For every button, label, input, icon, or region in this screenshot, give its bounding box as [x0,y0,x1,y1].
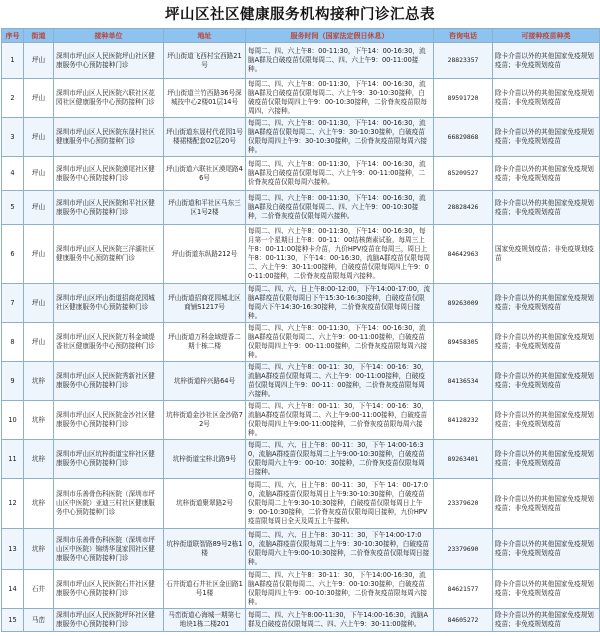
row-address-text: 石井街道石井社区金田路1号1楼 [166,580,243,597]
row-address [164,191,246,225]
row-vaccine-types [493,479,600,529]
row-street-text: 坪山 [31,169,46,177]
header-index: 序号 [2,29,24,43]
table-row [2,570,600,609]
row-address [164,529,246,570]
row-street-text: 坪山 [31,249,46,258]
row-index [2,284,24,323]
row-service-time-text: 每周二、四、六上午8：00-11：30，下午14：00-16：30，流脑A群疫苗仅限每周二、六上午9:00-11:00接种，白破疫苗仅限每周四上午9:00-11:00接种，二价脊灰疫苗限每周六接种。 [248,402,428,437]
row-index-text: 10 [8,415,17,424]
row-vaccine-types-text: 国家免疫规划疫苗；非免疫规划疫苗 [495,245,594,262]
header-service-time: 服务时间（国家法定假日休息） [246,29,434,43]
row-unit-name [54,191,164,225]
row-address [164,323,246,362]
row-street-text: 石井 [31,584,46,593]
row-address-text: 马峦街道心海城一期第七地块1栋二楼201 [168,611,241,628]
row-vaccine-types-text: 除卡介苗以外的其他国家免疫规划疫苗；非免疫规划疫苗 [495,164,594,182]
row-service-time [246,362,434,401]
clinic-table [1,28,600,632]
row-index-text: 5 [10,203,15,211]
row-service-time-text: 每周二、四、六上午8：00-11:30，下午14：00-16:30，流脑A群及白破疫苗仅限每周二、六上午9：30-10:30接种，白破疫苗仅限每周四上午9：00-10:30接种，二价脊灰疫苗限每周四、六接种。 [248,80,428,115]
row-service-time-text: 每周二、四、六上午8：00-11:30，下午14：00-16:30，流脑A群疫苗仅限每周二、六上午9：00-11:00接种，白破疫苗仅限每周四上午9：00-11:00接种，二价脊灰疫苗限每周六接种。 [248,324,428,359]
row-unit-name-text: 深圳市坪山区人民医院坪山社区健康服务中心预防接种门诊 [56,51,155,69]
row-street-text: 坪山 [31,132,46,141]
row-street-text: 坑梓 [31,415,46,424]
row-vaccine-types [493,323,600,362]
row-unit-name-text: 深圳市坪山区人民医院秀新社区健康服务中心预防接种门诊 [56,372,155,389]
table-row [2,225,600,284]
row-phone [434,529,493,570]
row-address-text: 坪山街道兰竹西路36号深城技中心2楼01层14号 [167,89,242,106]
row-street [24,401,54,440]
header-street: 街道 [24,29,54,43]
row-unit-name [54,323,164,362]
row-vaccine-types [493,157,600,191]
row-vaccine-types-text: 除卡介苗以外的其他国家免疫规划疫苗；非免疫规划疫苗 [495,611,594,628]
row-service-time-text: 每周二、四、六、日上午8：30-11：30，下午14:00-17:00，流脑A群疫苗仅限每周二上午9：30-10:30接种，白破疫苗仅限每周六上午9:00-10:30接种，二价脊灰疫苗仅限每周日接种。 [248,531,430,566]
row-address [164,43,246,79]
row-street-text: 坑梓 [31,454,46,463]
header-vaccine-types: 可接种疫苗种类 [493,29,600,43]
row-vaccine-types [493,570,600,609]
row-vaccine-types [493,43,600,79]
row-phone-text: 84128232 [447,415,479,424]
row-unit-name-text: 深圳市坪山区人民医院东晟村社区健康服务中心预防接种门诊 [56,128,155,145]
row-phone-text: 89458305 [447,337,479,346]
table-row [2,118,600,157]
row-vaccine-types [493,191,600,225]
row-vaccine-types-text: 除卡介苗以外的其他国家免疫规划疫苗；非免疫规划疫苗 [495,411,594,428]
row-street-text: 坪山 [31,93,46,102]
row-vaccine-types [493,401,600,440]
row-index-text: 2 [10,93,15,102]
row-street [24,570,54,609]
row-service-time [246,323,434,362]
row-index-text: 8 [10,337,15,346]
row-service-time [246,43,434,79]
row-phone [434,157,493,191]
row-unit-name-text: 深圳市坪山区人民医院万科金域缇香社区健康服务中心预防接种门诊 [56,333,155,350]
row-phone [434,570,493,609]
table-row [2,43,600,79]
row-unit-name-text: 深圳市坪山区人民医院六联社区花园社区健康服务中心预防接种门诊 [56,89,155,106]
row-phone [434,323,493,362]
row-index-text: 1 [10,56,15,64]
row-service-time [246,401,434,440]
row-phone [434,479,493,529]
row-phone-text: 84605272 [447,615,479,624]
row-address [164,362,246,401]
row-phone-text: 89263401 [447,454,479,463]
row-address [164,284,246,323]
row-phone-text: 28823357 [447,56,479,64]
row-service-time-text: 每周二、四、六上午8：00-11：30，下午14：00-16：30，流脑A群疫苗仅限每周二、六上午9：00-11:00接种，白破疫苗仅限每周四上午9：00-11：00接种，二价脊灰疫苗限每周六接种。 [248,363,428,398]
row-service-time-text: 每周二、四、六上午8：00-11:30，下午14：00-16:30，每月第一个星期日上午8：00-11：00结核菌素试验，每周三上午8：00-11:00接种卡介苗，九价HPV疫苗在每周三，周日上午8：00-11:30，下午14：00-16:30，流脑A群疫苗仅限每周二、六上午9：30-11:00接种，白破疫苗仅限每周四上午9：00-11:00接种，二价脊灰疫苗限每周六接种。 [248,227,431,280]
row-address-text: 坑梓街道金沙社区金沙路72号 [166,411,243,428]
row-vaccine-types [493,529,600,570]
row-service-time [246,440,434,479]
row-unit-name [54,529,164,570]
row-unit-name-text: 深圳市坪山区人民医院和平社区健康服务中心预防接种门诊 [56,198,155,216]
row-phone-text: 23379620 [447,499,479,507]
row-phone [434,43,493,79]
row-unit-name [54,609,164,632]
row-vaccine-types [493,79,600,118]
row-index-text: 12 [8,499,17,507]
row-phone [434,609,493,632]
row-phone-text: 84642963 [447,249,479,258]
row-address-text: 坑梓街道联智路89号2栋1楼 [166,540,243,557]
row-service-time-text: 每周二、四、六上午8：00-11:30，下午14：00-16:30，流脑A群疫苗仅限每周二、六上午9：30-10:30接种，白破疫苗仅限每周四上午9：30-10:30接种，二价脊灰疫苗限每周六接种。 [248,119,428,154]
row-unit-name-text: 深圳市坪山区坑梓街道宝梓社区健康服务中心预防接种门诊 [56,450,155,467]
table-row [2,440,600,479]
row-index-text: 14 [8,584,17,593]
row-unit-name [54,118,164,157]
header-phone: 咨询电话 [434,29,493,43]
row-street-text: 坪山 [31,56,46,64]
row-address [164,479,246,529]
row-index [2,362,24,401]
row-service-time [246,570,434,609]
row-vaccine-types-text: 除卡介苗以外的其他国家免疫规划疫苗；非免疫规划疫苗 [495,333,594,350]
row-address-text: 坪山街道招商花园城北区商铺S1217号 [168,294,241,311]
row-phone-text: 89263009 [447,298,479,307]
row-address-text: 坑梓街道聚翠路2号 [176,499,233,507]
row-vaccine-types-text: 除卡介苗以外的其他国家免疫规划疫苗；非免疫规划疫苗 [495,51,594,69]
row-vaccine-types-text: 除卡介苗以外的其他国家免疫规划疫苗；非免疫规划疫苗 [495,580,594,597]
row-service-time [246,118,434,157]
row-address [164,118,246,157]
row-unit-name-text: 深圳市坪山区人民医院漠尾社区健康服务中心预防接种门诊 [56,164,155,182]
table-row [2,362,600,401]
row-street [24,284,54,323]
row-street-text: 坪山 [31,203,46,211]
row-street-text: 坑梓 [31,376,46,385]
row-phone-text: 84621577 [447,584,479,593]
row-street [24,479,54,529]
row-vaccine-types-text: 除卡介苗以外的其他国家免疫规划疫苗；非免疫规划疫苗 [495,372,594,389]
row-unit-name [54,157,164,191]
row-service-time [246,479,434,529]
row-address-text: 坑梓街道梓兴路64号 [173,376,236,385]
row-phone-text: 89591720 [447,93,479,102]
row-service-time-text: 每周二、四、六上午8：30-11：30，下午14:00-16:30，流脑A群疫苗仅限每周二、六上午9：00-10:30接种，白破疫苗仅限每周四上午9：00-10:30接种，二价脊灰疫苗限每周六接种。 [248,571,428,606]
row-service-time-text: 每周二、四、六上午8：00-11:30，下午14：00-16:30，流脑A群及白破疫苗仅限每周二、四、六上午9：00-11:00接种。 [248,47,426,73]
row-unit-name [54,79,164,118]
row-address-text: 坑梓街道宝梓北路9号 [172,454,237,463]
row-unit-name [54,225,164,284]
row-phone-text: 28828426 [447,203,479,211]
row-service-time [246,609,434,632]
row-vaccine-types [493,362,600,401]
row-phone [434,118,493,157]
table-row [2,157,600,191]
table-row [2,479,600,529]
row-address-text: 坪山街道东纵路212号 [171,249,238,258]
row-index [2,118,24,157]
row-address-text: 坪山街道六联社区漠尾路46号 [166,164,243,182]
table-row [2,609,600,632]
row-vaccine-types [493,118,600,157]
row-index-text: 7 [10,298,15,307]
row-street [24,157,54,191]
table-header-row [2,29,600,43]
row-address-text: 坪山街道飞西村宝西路21号 [167,51,242,69]
row-vaccine-types-text: 除卡介苗以外的其他国家免疫规划疫苗；非免疫规划疫苗 [495,89,594,106]
row-service-time [246,284,434,323]
row-street [24,118,54,157]
row-index [2,79,24,118]
row-phone [434,225,493,284]
row-unit-name [54,284,164,323]
table-row [2,529,600,570]
table-row [2,191,600,225]
row-street [24,79,54,118]
row-index-text: 3 [10,132,15,141]
row-street [24,362,54,401]
row-index [2,479,24,529]
row-vaccine-types-text: 除卡介苗以外的其他国家免疫规划疫苗；非免疫规划疫苗 [495,128,594,145]
row-address-text: 坪山街道万科金域缇香二期十栋二楼 [168,333,241,350]
row-address [164,440,246,479]
row-unit-name [54,43,164,79]
row-index [2,609,24,632]
row-service-time [246,225,434,284]
row-street [24,529,54,570]
row-vaccine-types [493,609,600,632]
row-phone [434,191,493,225]
table-row [2,284,600,323]
row-service-time [246,79,434,118]
row-street-text: 坑梓 [31,544,46,553]
row-unit-name [54,570,164,609]
table-row [2,401,600,440]
row-service-time-text: 每周二、四、六、日上午8：00-11：30，下午 14:00-16:30，流脑A群疫苗仅限每周二上午9:00-10:30接种，白破疫苗仅限每周六上午9：00-10：30接种，二价脊灰疫苗仅限每周日接种。 [248,441,425,476]
row-address [164,225,246,284]
row-address-text: 坪山街道东晟村代花园1号楼裙楼配套02层20号 [166,128,243,145]
row-address [164,79,246,118]
row-service-time-text: 每周二、四、六上午8：00-11:30，下午14：00-16:30，流脑A群及白破疫苗仅限每周二、六上午9：00-11:00接种，二价脊灰疫苗仅限每周六接种。 [248,160,426,186]
row-unit-name [54,401,164,440]
row-service-time-text: 每周二、四、六、日上午8:00-12:00，下午14:00-17:00，流脑A群疫苗仅限每周日下午15:30-16:30接种，白破疫苗仅限每周六下午14:30-16:30接种，二价脊灰疫苗仅限每周日接种。 [248,285,431,320]
table-row [2,79,600,118]
row-phone [434,362,493,401]
header-address: 地址 [164,29,246,43]
row-index [2,225,24,284]
row-unit-name-text: 深圳市乐善骨伤科医院（深圳市坪山区中医院）锦绣华晟家园社区健康服务中心预防接种门诊 [56,535,155,562]
row-street-text: 坪山 [31,337,46,346]
row-unit-name-text: 深圳市坪山区人民医院坪环社区健康服务中心预防接种门诊 [56,611,155,628]
row-index-text: 13 [8,544,17,553]
row-phone [434,401,493,440]
row-street [24,191,54,225]
row-vaccine-types [493,284,600,323]
row-unit-name [54,440,164,479]
row-unit-name-text: 深圳市坪山区人民医院金沙社区健康服务中心预防接种门诊 [56,411,155,428]
row-service-time [246,191,434,225]
row-address [164,570,246,609]
row-phone-text: 23379690 [447,544,479,553]
row-index-text: 6 [10,249,15,258]
table-row [2,323,600,362]
row-street-text: 马峦 [31,615,46,624]
row-unit-name [54,479,164,529]
row-unit-name [54,362,164,401]
row-index [2,570,24,609]
row-service-time [246,529,434,570]
row-service-time-text: 每周二、四、六上午8：00-11:30，下午14：00-16:30，流脑A群及白破疫苗仅限每周二、四、六上午9：00-10:30接种，二价脊灰疫苗仅限每周六接种。 [248,194,426,220]
row-phone [434,284,493,323]
row-address [164,401,246,440]
row-vaccine-types-text: 除卡介苗以外的其他国家免疫规划疫苗；非免疫规划疫苗 [495,198,594,216]
row-phone [434,440,493,479]
row-index-text: 4 [10,169,15,177]
row-vaccine-types [493,225,600,284]
row-phone-text: 84136534 [447,376,479,385]
row-unit-name-text: 深圳市坪山区坪山街道招商花园城社区健康服务中心预防接种门诊 [56,294,155,311]
row-service-time-text: 每周二、四、六、日上午8：00-11：30，下午 14：00-17:00，流脑A群疫苗仅限每周日上午9:30-10:30接种，白破疫苗仅限每周二上午9:30-10:30接种，白破疫苗仅限每周日上午9：00-10:30接种，二价脊灰疫苗仅限每周日接种，九价HPV疫苗限每周日全天及周五上午接种。 [248,481,428,525]
row-street-text: 坪山 [31,298,46,307]
row-street [24,323,54,362]
row-phone-text: 85209527 [447,169,479,177]
row-unit-name-text: 深圳市乐善骨伤科医院（深圳市坪山区中医院）亚迪三村社区健康服务中心预防接种门诊 [56,490,155,516]
row-vaccine-types [493,440,600,479]
row-vaccine-types-text: 除卡介苗以外的其他国家免疫规划疫苗；非免疫规划疫苗 [495,294,594,311]
row-address [164,609,246,632]
row-unit-name-text: 深圳市坪山区人民医院石井社区健康服务中心预防接种门诊 [56,580,155,597]
row-phone [434,79,493,118]
header-unit: 接种单位 [54,29,164,43]
row-index-text: 9 [10,376,15,385]
row-vaccine-types-text: 除卡介苗以外的其他国家免疫规划疫苗；非免疫规划疫苗 [495,494,594,512]
row-index [2,43,24,79]
row-street [24,440,54,479]
row-street-text: 坑梓 [31,499,46,507]
row-address-text: 坪山街道和平社区马东三区1号2楼 [168,198,241,216]
row-vaccine-types-text: 除卡介苗以外的其他国家免疫规划疫苗；非免疫规划疫苗 [495,540,594,557]
row-street [24,225,54,284]
row-phone-text: 66829868 [447,132,479,141]
row-service-time-text: 每周二、四、六上午8:00-11:30，下午14:00-16:30，流脑A群及白破疫苗仅限每周二、四、六上午9：30-11:00接种。 [248,611,428,628]
row-index [2,157,24,191]
row-vaccine-types-text: 除卡介苗以外的其他国家免疫规划疫苗；非免疫规划疫苗 [495,450,594,467]
row-street [24,609,54,632]
page-title: 坪山区社区健康服务机构接种门诊汇总表 [165,7,435,23]
row-street [24,43,54,79]
row-index [2,191,24,225]
row-index-text: 11 [8,454,17,463]
row-index [2,401,24,440]
row-service-time [246,157,434,191]
row-index [2,323,24,362]
row-unit-name-text: 深圳市坪山区人民医院三洋湖社区健康服务中心预防接种门诊 [56,245,155,262]
row-address [164,157,246,191]
row-index [2,440,24,479]
row-index-text: 15 [8,615,17,624]
row-index [2,529,24,570]
